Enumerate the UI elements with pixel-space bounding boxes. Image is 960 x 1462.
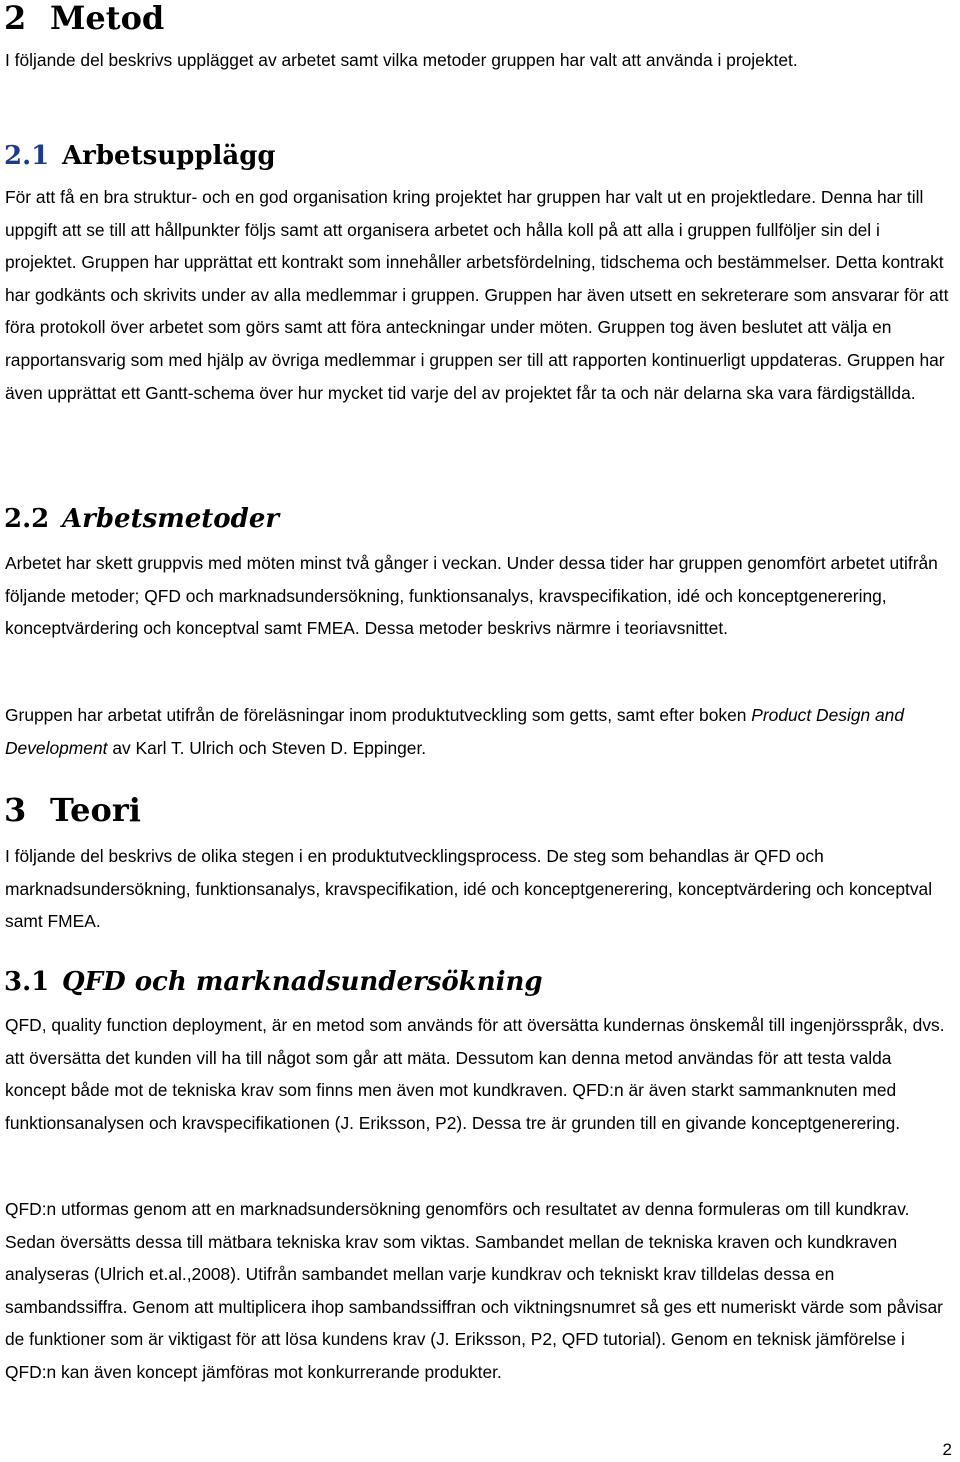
- section-number: 2.2: [4, 504, 50, 534]
- paragraph-2-2a: Arbetet har skett gruppvis med möten minst två gånger i veckan. Under dessa tider har gruppen genomfört arbetet utifrån följande metoder; QFD och marknadsundersökning, funktionsanalys, kravspecifikation, idé och konceptgenerering, konceptvärdering och konceptval samt FMEA. Dessa metoder beskrivs närmre i teoriavsnittet.: [5, 553, 938, 639]
- section-heading-2-2: [4, 503, 279, 535]
- section-heading-3-1: [4, 966, 543, 998]
- page-number: 2: [942, 1440, 952, 1459]
- section-title: QFD och marknadsundersökning: [62, 967, 543, 997]
- section-title: Metod: [50, 0, 165, 37]
- section-number: 2.1: [4, 141, 50, 171]
- paragraph-3-1a: QFD, quality function deployment, är en metod som används för att översätta kundernas önskemål till ingenjörsspråk, dvs. att översätta det kunden vill ha till något som går att mäta. Dessutom kan denna metod användas för att testa valda koncept både mot de tekniska krav som finns men även mot kundkraven. QFD:n är även starkt sammanknuten med funktionsanalysen och kravspecifikationen (J. Eriksson, P2). Dessa tre är grunden till en givande konceptgenerering.: [5, 1015, 945, 1133]
- paragraph-text: Gruppen har arbetat utifrån de föreläsningar inom produktutveckling som getts, samt efter boken: [5, 705, 747, 725]
- intro-paragraph-2: I följande del beskrivs upplägget av arbetet samt vilka metoder gruppen har valt att använda i projektet.: [5, 50, 798, 70]
- section-title: Arbetsupplägg: [62, 141, 276, 171]
- section-heading-3: [4, 792, 141, 828]
- book-title: Product Design and Development: [5, 705, 905, 758]
- section-heading-2-1: [4, 140, 276, 172]
- section-number: 3: [4, 791, 27, 829]
- paragraph-3-1b: QFD:n utformas genom att en marknadsundersökning genomförs och resultatet av denna formuleras om till kundkrav. Sedan översätts dessa till mätbara tekniska krav som viktas. Sambandet mellan de tekniska kraven och kundkraven analyseras (Ulrich et.al.,2008). Utifrån sambandet mellan varje kundkrav och tekniskt krav tilldelas dessa en sambandssiffra. Genom att multiplicera ihop sambandssiffran och viktningsnumret så ges ett numeriskt värde som påvisar de funktioner som är viktigast för att lösa kundens krav (J. Eriksson, P2, QFD tutorial). Genom en teknisk jämförelse i QFD:n kan även koncept jämföras mot konkurrerande produkter.: [5, 1199, 943, 1382]
- intro-paragraph-3: I följande del beskrivs de olika stegen i en produktutvecklingsprocess. De steg som behandlas är QFD och marknadsundersökning, funktionsanalys, kravspecifikation, idé och konceptgenerering, konceptvärdering och konceptval samt FMEA.: [5, 846, 933, 932]
- section-heading-2: [4, 0, 164, 36]
- section-number: 2: [4, 0, 27, 37]
- section-title: Arbetsmetoder: [62, 504, 280, 534]
- paragraph-text: av Karl T. Ulrich och Steven D. Eppinger.: [112, 737, 427, 758]
- section-title: Teori: [50, 791, 141, 829]
- paragraph-2-2b: [5, 699, 955, 764]
- section-number: 3.1: [4, 967, 50, 997]
- paragraph-2-1: För att få en bra struktur- och en god organisation kring projektet har gruppen har valt ut en projektledare. Denna har till uppgift att se till att hållpunkter följs samt att organisera arbetet och hålla koll på att alla i gruppen fullföljer sin del i projektet. Gruppen har upprättat ett kontrakt som innehåller arbetsfördelning, tidschema och bestämmelser. Detta kontrakt har godkänts och skrivits under av alla medlemmar i gruppen. Gruppen har även utsett en sekreterare som ansvarar för att föra protokoll över arbetet som görs samt att föra anteckningar under möten. Gruppen tog även beslutet att välja en rapportansvarig som med hjälp av övriga medlemmar i gruppen ser till att rapporten kontinuerligt uppdateras. Gruppen har även upprättat ett Gantt-schema över hur mycket tid varje del av projektet får ta och när delarna ska vara färdigställda.: [5, 187, 949, 403]
